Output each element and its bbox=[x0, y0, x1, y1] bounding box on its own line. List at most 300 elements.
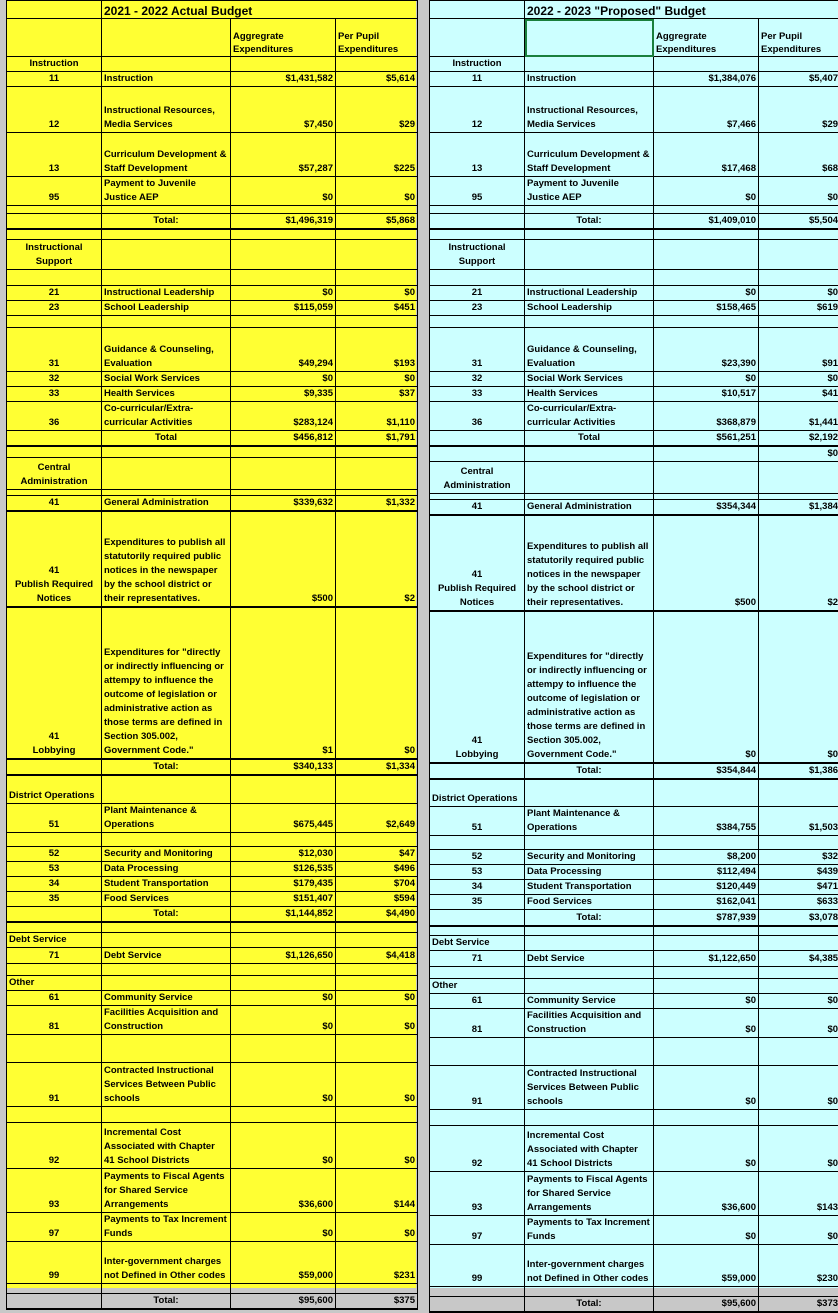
table-row bbox=[7, 846, 418, 861]
empty-cell bbox=[759, 315, 838, 327]
aggregate-value: $8,200 bbox=[654, 850, 759, 865]
per-pupil-value: $0 bbox=[336, 1062, 418, 1106]
per-pupil-value: $230 bbox=[759, 1245, 838, 1287]
table-row bbox=[430, 865, 838, 880]
total-per-pupil: $5,504 bbox=[759, 214, 838, 230]
function-description: Contracted Instructional Services Between Public schools bbox=[102, 1062, 231, 1106]
empty-cell bbox=[102, 832, 231, 846]
table-row bbox=[430, 214, 838, 230]
table-row bbox=[7, 1122, 418, 1168]
proposed-budget-panel bbox=[429, 0, 838, 1288]
empty-cell bbox=[336, 932, 418, 947]
function-description: Instructional Leadership bbox=[525, 285, 654, 300]
function-code: 99 bbox=[7, 1241, 102, 1283]
function-code: 91 bbox=[7, 1062, 102, 1106]
aggregate-value: $283,124 bbox=[231, 401, 336, 430]
aggregate-value: $1,126,650 bbox=[231, 947, 336, 963]
empty-cell bbox=[654, 836, 759, 850]
table-row bbox=[7, 496, 418, 512]
empty-cell bbox=[102, 975, 231, 990]
aggregate-value: $10,517 bbox=[654, 386, 759, 401]
empty-cell bbox=[654, 979, 759, 994]
empty-cell bbox=[525, 206, 654, 214]
empty-cell bbox=[759, 779, 838, 807]
section-label: Other bbox=[7, 975, 102, 990]
section-label: Debt Service bbox=[7, 932, 102, 947]
table-row bbox=[7, 832, 418, 846]
empty-cell bbox=[336, 775, 418, 803]
aggregate-value: $17,468 bbox=[654, 133, 759, 177]
empty-cell bbox=[654, 779, 759, 807]
per-pupil-value: $29 bbox=[336, 87, 418, 133]
aggregate-value: $339,632 bbox=[231, 496, 336, 512]
function-code: 52 bbox=[7, 846, 102, 861]
function-code: 95 bbox=[430, 177, 525, 206]
table-row bbox=[430, 1038, 838, 1066]
empty-cell bbox=[759, 979, 838, 994]
function-description: Payment to Juvenile Justice AEP bbox=[102, 177, 231, 206]
function-description: Instructional Leadership bbox=[102, 285, 231, 300]
empty-cell bbox=[102, 458, 231, 490]
table-row bbox=[7, 300, 418, 315]
total-aggregate: $787,939 bbox=[654, 910, 759, 926]
function-code: 31 bbox=[430, 327, 525, 371]
aggregate-value: $151,407 bbox=[231, 891, 336, 906]
aggregate-value: $120,449 bbox=[654, 880, 759, 895]
aggregate-value: $368,879 bbox=[654, 401, 759, 430]
aggregate-value: $126,535 bbox=[231, 861, 336, 876]
table-row bbox=[7, 1293, 418, 1309]
table-row bbox=[430, 300, 838, 315]
per-pupil-value: $47 bbox=[336, 846, 418, 861]
function-description: Facilities Acquisition and Construction bbox=[102, 1005, 231, 1034]
per-pupil-value: $2,649 bbox=[336, 803, 418, 832]
function-description: Instruction bbox=[525, 72, 654, 87]
function-code: 11 bbox=[7, 72, 102, 87]
aggregate-value: $0 bbox=[231, 371, 336, 386]
aggregate-value: $112,494 bbox=[654, 865, 759, 880]
aggregate-value: $0 bbox=[231, 990, 336, 1005]
table-row bbox=[430, 57, 838, 72]
aggregate-value: $0 bbox=[654, 1066, 759, 1110]
per-pupil-value: $0 bbox=[759, 1009, 838, 1038]
empty-cell bbox=[525, 1110, 654, 1126]
table-row bbox=[7, 133, 418, 177]
table-row bbox=[430, 315, 838, 327]
total-label: Total: bbox=[525, 910, 654, 926]
function-code: 31 bbox=[7, 327, 102, 371]
empty-cell bbox=[102, 922, 231, 932]
empty-cell bbox=[654, 239, 759, 269]
per-pupil-value: $4,385 bbox=[759, 951, 838, 967]
function-code: 41 bbox=[7, 496, 102, 512]
empty-cell bbox=[759, 229, 838, 239]
function-description: Payments to Tax Increment Funds bbox=[102, 1212, 231, 1241]
empty-cell bbox=[102, 269, 231, 285]
empty-cell bbox=[654, 229, 759, 239]
function-description: Plant Maintenance & Operations bbox=[102, 803, 231, 832]
empty-cell bbox=[759, 1287, 838, 1297]
per-pupil-value: $91 bbox=[759, 327, 838, 371]
total-per-pupil: $2,192 bbox=[759, 430, 838, 446]
empty-cell bbox=[231, 932, 336, 947]
table-row bbox=[430, 1287, 838, 1297]
per-pupil-value: $0 bbox=[336, 990, 418, 1005]
aggregate-value: $354,344 bbox=[654, 499, 759, 515]
function-code bbox=[7, 607, 102, 759]
empty-cell bbox=[336, 963, 418, 975]
table-row bbox=[430, 807, 838, 836]
function-code: 35 bbox=[7, 891, 102, 906]
empty-cell bbox=[7, 214, 102, 230]
function-description: Security and Monitoring bbox=[525, 850, 654, 865]
table-row bbox=[7, 861, 418, 876]
function-description: Data Processing bbox=[102, 861, 231, 876]
function-code bbox=[430, 611, 525, 763]
function-description: Instructional Resources, Media Services bbox=[102, 87, 231, 133]
total-label: Total: bbox=[102, 759, 231, 775]
empty-cell bbox=[7, 906, 102, 922]
empty-cell bbox=[231, 832, 336, 846]
aggregate-value: $384,755 bbox=[654, 807, 759, 836]
table-row bbox=[430, 401, 838, 430]
function-code: 97 bbox=[7, 1212, 102, 1241]
empty-cell bbox=[336, 315, 418, 327]
total-label: Total: bbox=[102, 1293, 231, 1309]
per-pupil-value: $5,614 bbox=[336, 72, 418, 87]
section-label: District Operations bbox=[430, 779, 525, 807]
empty-cell bbox=[525, 239, 654, 269]
table-row bbox=[7, 1106, 418, 1122]
special-code: 41 bbox=[49, 565, 60, 576]
aggregate-value: $0 bbox=[231, 1005, 336, 1034]
aggregate-value: $158,465 bbox=[654, 300, 759, 315]
table-row bbox=[7, 1168, 418, 1212]
per-pupil-value: $0 bbox=[759, 1126, 838, 1172]
function-description: Guidance & Counseling, Evaluation bbox=[102, 327, 231, 371]
empty-cell bbox=[525, 461, 654, 493]
per-pupil-value: $1,384 bbox=[759, 499, 838, 515]
total-aggregate: $1,144,852 bbox=[231, 906, 336, 922]
function-description: Expenditures for "directly or indirectly influencing or attempy to influence the outcome of legislation or administrative action as those terms are defined in Section 305.002, Government Code." bbox=[102, 607, 231, 759]
section-label: Instruction bbox=[7, 57, 102, 72]
function-code: 71 bbox=[430, 951, 525, 967]
aggregate-value: $1,122,650 bbox=[654, 951, 759, 967]
total-label: Total: bbox=[102, 906, 231, 922]
per-pupil-value: $0 bbox=[759, 371, 838, 386]
aggregate-value: $500 bbox=[654, 515, 759, 611]
total-per-pupil: $375 bbox=[336, 1293, 418, 1309]
section-label: Debt Service bbox=[430, 936, 525, 951]
per-pupil-value: $37 bbox=[336, 386, 418, 401]
function-description: Payments to Fiscal Agents for Shared Service Arrangements bbox=[102, 1168, 231, 1212]
table-row bbox=[7, 239, 418, 269]
table-row bbox=[430, 611, 838, 763]
table-row bbox=[7, 19, 418, 57]
total-label: Total bbox=[525, 430, 654, 446]
per-pupil-value: $68 bbox=[759, 133, 838, 177]
per-pupil-value: $1,503 bbox=[759, 807, 838, 836]
function-description: Payment to Juvenile Justice AEP bbox=[525, 177, 654, 206]
per-pupil-value: $0 bbox=[759, 1066, 838, 1110]
empty-cell bbox=[7, 430, 102, 446]
table-row bbox=[7, 932, 418, 947]
empty-cell bbox=[430, 1287, 525, 1297]
empty-cell bbox=[430, 1038, 525, 1066]
per-pupil-header: Per Pupil Expenditures bbox=[336, 19, 418, 57]
total-aggregate: $95,600 bbox=[231, 1293, 336, 1309]
empty-cell bbox=[102, 57, 231, 72]
empty-cell bbox=[102, 1106, 231, 1122]
empty-cell bbox=[759, 239, 838, 269]
function-description: Expenditures for "directly or indirectly influencing or attempy to influence the outcome of legislation or administrative action as those terms are defined in Section 305.002, Government Code." bbox=[525, 611, 654, 763]
function-code: 34 bbox=[430, 880, 525, 895]
per-pupil-value: $1,110 bbox=[336, 401, 418, 430]
empty-cell bbox=[336, 1106, 418, 1122]
total-aggregate: $1,409,010 bbox=[654, 214, 759, 230]
table-row bbox=[7, 1034, 418, 1062]
empty-cell bbox=[525, 936, 654, 951]
empty-cell bbox=[759, 926, 838, 936]
per-pupil-header: Per Pupil Expenditures bbox=[759, 19, 838, 57]
table-row bbox=[7, 963, 418, 975]
empty-cell bbox=[102, 239, 231, 269]
aggregate-value: $675,445 bbox=[231, 803, 336, 832]
table-row bbox=[7, 1, 418, 19]
empty-cell bbox=[759, 936, 838, 951]
function-code: 81 bbox=[7, 1005, 102, 1034]
table-row bbox=[7, 775, 418, 803]
function-code: 13 bbox=[430, 133, 525, 177]
section-label: Central Administration bbox=[430, 461, 525, 493]
empty-cell bbox=[654, 461, 759, 493]
per-pupil-value: $0 bbox=[336, 285, 418, 300]
empty-cell bbox=[231, 269, 336, 285]
aggregate-value: $0 bbox=[654, 1126, 759, 1172]
aggregate-value: $23,390 bbox=[654, 327, 759, 371]
section-label: Instructional Support bbox=[7, 239, 102, 269]
function-code bbox=[430, 515, 525, 611]
function-code: 53 bbox=[7, 861, 102, 876]
function-description: Contracted Instructional Services Between Public schools bbox=[525, 1066, 654, 1110]
table-row bbox=[430, 994, 838, 1009]
function-code: 12 bbox=[430, 87, 525, 133]
empty-cell bbox=[231, 775, 336, 803]
total-per-pupil: $1,791 bbox=[336, 430, 418, 446]
empty-cell bbox=[231, 229, 336, 239]
empty-cell bbox=[759, 57, 838, 72]
empty-cell bbox=[525, 229, 654, 239]
per-pupil-value: $2 bbox=[336, 511, 418, 607]
empty-cell bbox=[654, 936, 759, 951]
per-pupil-value: $471 bbox=[759, 880, 838, 895]
function-description: School Leadership bbox=[525, 300, 654, 315]
aggregate-header: Aggregrate Expenditures bbox=[231, 19, 336, 57]
aggregate-value: $1,431,582 bbox=[231, 72, 336, 87]
table-row bbox=[7, 214, 418, 230]
special-name: Publish Required Notices bbox=[438, 583, 516, 608]
aggregate-value: $9,335 bbox=[231, 386, 336, 401]
section-label: Instructional Support bbox=[430, 239, 525, 269]
table-row bbox=[430, 327, 838, 371]
total-aggregate: $354,844 bbox=[654, 763, 759, 779]
empty-cell bbox=[336, 239, 418, 269]
empty-cell bbox=[759, 461, 838, 493]
empty-cell bbox=[430, 926, 525, 936]
empty-cell bbox=[430, 763, 525, 779]
function-description: Health Services bbox=[525, 386, 654, 401]
empty-cell bbox=[430, 269, 525, 285]
table-row bbox=[430, 386, 838, 401]
function-code: 81 bbox=[430, 1009, 525, 1038]
empty-cell bbox=[102, 315, 231, 327]
total-per-pupil: $4,490 bbox=[336, 906, 418, 922]
empty-cell bbox=[336, 832, 418, 846]
per-pupil-value: $0 bbox=[336, 1122, 418, 1168]
aggregate-value: $59,000 bbox=[231, 1241, 336, 1283]
table-row bbox=[7, 1212, 418, 1241]
aggregate-value: $0 bbox=[654, 1009, 759, 1038]
function-code: 52 bbox=[430, 850, 525, 865]
function-description: Curriculum Development & Staff Development bbox=[102, 133, 231, 177]
function-code: 41 bbox=[430, 499, 525, 515]
function-description: Incremental Cost Associated with Chapter 41 School Districts bbox=[525, 1126, 654, 1172]
total-aggregate: $1,496,319 bbox=[231, 214, 336, 230]
special-code: 41 bbox=[472, 735, 483, 746]
empty-cell bbox=[759, 269, 838, 285]
function-code: 93 bbox=[7, 1168, 102, 1212]
aggregate-value: $0 bbox=[231, 1062, 336, 1106]
total-label: Total: bbox=[525, 1297, 654, 1313]
per-pupil-value: $496 bbox=[336, 861, 418, 876]
aggregate-value: $179,435 bbox=[231, 876, 336, 891]
table-row bbox=[430, 87, 838, 133]
aggregate-value: $0 bbox=[654, 611, 759, 763]
function-description: Co-curricular/Extra-curricular Activities bbox=[102, 401, 231, 430]
table-row bbox=[430, 515, 838, 611]
table-row bbox=[430, 936, 838, 951]
per-pupil-value: $619 bbox=[759, 300, 838, 315]
total-aggregate: $561,251 bbox=[654, 430, 759, 446]
per-pupil-value: $0 bbox=[759, 177, 838, 206]
table-row bbox=[7, 458, 418, 490]
function-description: General Administration bbox=[525, 499, 654, 515]
function-code: 99 bbox=[430, 1245, 525, 1287]
function-code: 92 bbox=[7, 1122, 102, 1168]
table-row bbox=[430, 446, 838, 462]
table-row bbox=[7, 922, 418, 932]
function-description: Social Work Services bbox=[525, 371, 654, 386]
proposed-budget-table bbox=[429, 0, 838, 1313]
aggregate-value: $500 bbox=[231, 511, 336, 607]
empty-cell bbox=[525, 446, 654, 462]
extra-value bbox=[336, 446, 418, 458]
empty-cell bbox=[525, 19, 654, 57]
empty-cell bbox=[231, 922, 336, 932]
function-description: Payments to Fiscal Agents for Shared Service Arrangements bbox=[525, 1172, 654, 1216]
function-description: Expenditures to publish all statutorily required public notices in the newspaper by the school district or their representatives. bbox=[102, 511, 231, 607]
function-description: Security and Monitoring bbox=[102, 846, 231, 861]
empty-cell bbox=[654, 315, 759, 327]
empty-cell bbox=[759, 967, 838, 979]
per-pupil-value: $0 bbox=[759, 994, 838, 1009]
function-description: Payments to Tax Increment Funds bbox=[525, 1216, 654, 1245]
per-pupil-value: $594 bbox=[336, 891, 418, 906]
empty-cell bbox=[525, 836, 654, 850]
table-row bbox=[7, 401, 418, 430]
function-code: 51 bbox=[7, 803, 102, 832]
function-code: 23 bbox=[430, 300, 525, 315]
aggregate-value: $57,287 bbox=[231, 133, 336, 177]
table-row bbox=[430, 779, 838, 807]
empty-cell bbox=[525, 926, 654, 936]
aggregate-value: $162,041 bbox=[654, 895, 759, 910]
empty-cell bbox=[231, 1106, 336, 1122]
function-description: Plant Maintenance & Operations bbox=[525, 807, 654, 836]
function-description: Community Service bbox=[102, 990, 231, 1005]
table-row bbox=[430, 836, 838, 850]
total-label: Total: bbox=[525, 214, 654, 230]
table-row bbox=[430, 430, 838, 446]
aggregate-value: $7,466 bbox=[654, 87, 759, 133]
empty-cell bbox=[231, 57, 336, 72]
empty-cell bbox=[7, 269, 102, 285]
total-per-pupil: $373 bbox=[759, 1297, 838, 1313]
function-description: Facilities Acquisition and Construction bbox=[525, 1009, 654, 1038]
total-label: Total: bbox=[102, 214, 231, 230]
function-code: 21 bbox=[430, 285, 525, 300]
empty-cell bbox=[525, 779, 654, 807]
total-per-pupil: $1,386 bbox=[759, 763, 838, 779]
function-description: Debt Service bbox=[102, 947, 231, 963]
function-description: Health Services bbox=[102, 386, 231, 401]
empty-cell bbox=[7, 206, 102, 214]
function-code: 32 bbox=[7, 371, 102, 386]
function-description: General Administration bbox=[102, 496, 231, 512]
actual-budget-panel bbox=[6, 0, 416, 1288]
section-label: District Operations bbox=[7, 775, 102, 803]
total-aggregate: $340,133 bbox=[231, 759, 336, 775]
table-row bbox=[430, 910, 838, 926]
table-row bbox=[430, 895, 838, 910]
per-pupil-value: $1,332 bbox=[336, 496, 418, 512]
empty-cell bbox=[654, 1038, 759, 1066]
aggregate-value: $36,600 bbox=[654, 1172, 759, 1216]
aggregate-value: $36,600 bbox=[231, 1168, 336, 1212]
table-row bbox=[7, 1005, 418, 1034]
per-pupil-value: $0 bbox=[759, 1216, 838, 1245]
table-row bbox=[430, 1110, 838, 1126]
empty-cell bbox=[759, 206, 838, 214]
table-row bbox=[7, 87, 418, 133]
empty-cell bbox=[7, 1293, 102, 1309]
table-row bbox=[430, 1216, 838, 1245]
empty-cell bbox=[231, 1034, 336, 1062]
special-code: 41 bbox=[472, 569, 483, 580]
function-code: 11 bbox=[430, 72, 525, 87]
per-pupil-value: $0 bbox=[336, 177, 418, 206]
aggregate-value: $0 bbox=[654, 1216, 759, 1245]
table-row bbox=[430, 229, 838, 239]
function-description: Inter-government charges not Defined in Other codes bbox=[102, 1241, 231, 1283]
table-row bbox=[7, 57, 418, 72]
aggregate-value: $12,030 bbox=[231, 846, 336, 861]
special-name: Lobbying bbox=[456, 749, 499, 760]
empty-cell bbox=[525, 979, 654, 994]
table-row bbox=[430, 979, 838, 994]
empty-cell bbox=[525, 967, 654, 979]
table-row bbox=[7, 371, 418, 386]
